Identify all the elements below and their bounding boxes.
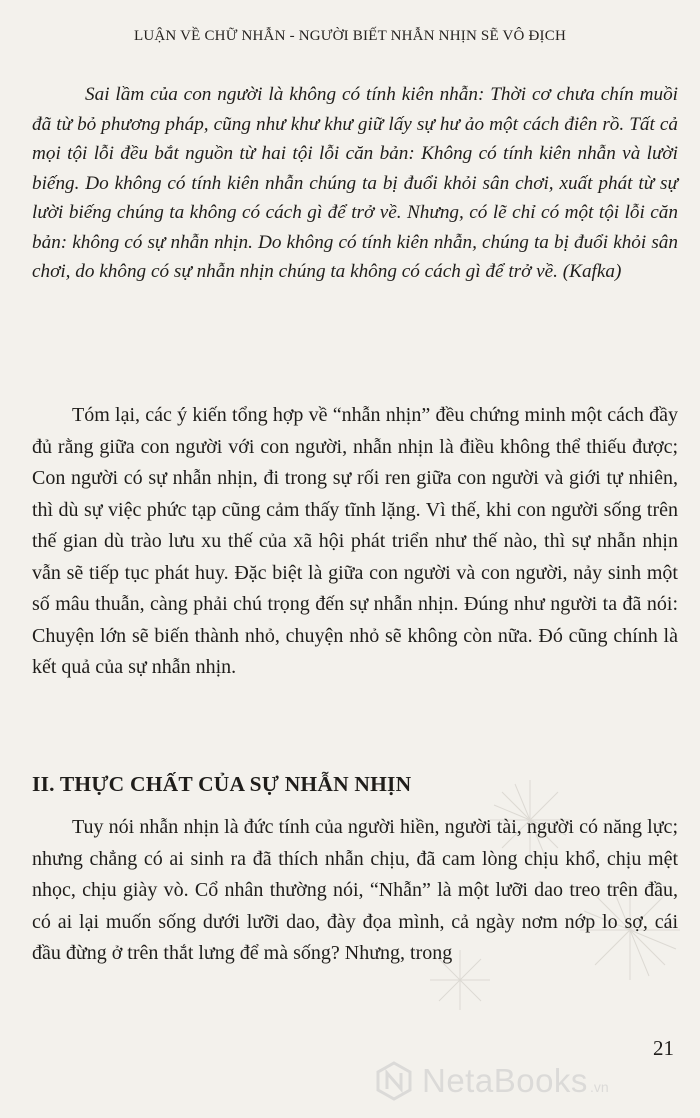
body-paragraph-essence: Tuy nói nhẫn nhịn là đức tính của người hiền, người tài, người có năng lực; nhưng chẳng có ai sinh ra đã thích nhẫn chịu, đã cam lòng chịu khổ, chịu mệt nhọc, chịu giày vò. Cổ nhân thường nói, “Nhẫn” là một lưỡi dao treo trên đầu, có ai lại muốn sống dưới lưỡi dao, đày đọa mình, cả ngày nơm nớp lo sợ, cái đầu đừng ở trên thắt lưng để mà sống? Nhưng, trong (32, 816, 678, 964)
section-heading: II. THỰC CHẤT CỦA SỰ NHẪN NHỊN (32, 772, 412, 796)
watermark (374, 1060, 609, 1102)
watermark-suffix: .vn (589, 1079, 609, 1095)
netabooks-logo-icon (374, 1061, 414, 1101)
kafka-quote: Sai lầm của con người là không có tính kiên nhẫn: Thời cơ chưa chín muồi đã từ bỏ phương pháp, cũng như khư khư giữ lấy sự hư ảo một cách điên rồ. Tất cả mọi tội lỗi đều bắt nguồn từ hai tội lỗi căn bản: Không có tính kiên nhẫn và lười biếng. Do không có tính kiên nhẫn chúng ta bị đuổi khỏi sân chơi, xuất phát từ sự lười biếng chúng ta không có cách gì để trở về. Nhưng, có lẽ chỉ có một tội lỗi căn bản: không có sự nhẫn nhịn. Do không có tính kiên nhẫn, chúng ta bị đuổi khỏi sân chơi, do không có sự nhẫn nhịn chúng ta không có cách gì để trở về. (Kafka) (32, 84, 678, 282)
running-header: LUẬN VỀ CHỮ NHẪN - NGƯỜI BIẾT NHẪN NHỊN SẼ VÔ ĐỊCH (133, 28, 566, 44)
watermark-text: NetaBooks (422, 1062, 588, 1099)
body-paragraph-summary: Tóm lại, các ý kiến tổng hợp về “nhẫn nhịn” đều chứng minh một cách đầy đủ rằng giữa con người với con người, nhẫn nhịn là điều không thể thiếu được; Con người có sự nhẫn nhịn, đi trong sự rối ren giữa con người và giới tự nhiên, thì dù sự việc phức tạp cũng cảm thấy tĩnh lặng. Vì thế, khi con người sống trên thế gian dù trào lưu xu thế của xã hội phát triển như thế nào, thì sự nhẫn nhịn vẫn sẽ tiếp tục phát huy. Đặc biệt là giữa con người và con người, nảy sinh một số mâu thuẫn, càng phải chú trọng đến sự nhẫn nhịn. Đúng như người ta đã nói: Chuyện lớn sẽ biến thành nhỏ, chuyện nhỏ sẽ không còn nữa. Đó cũng chính là kết quả của sự nhẫn nhịn. (32, 404, 678, 678)
page-number: 21 (653, 1036, 674, 1060)
